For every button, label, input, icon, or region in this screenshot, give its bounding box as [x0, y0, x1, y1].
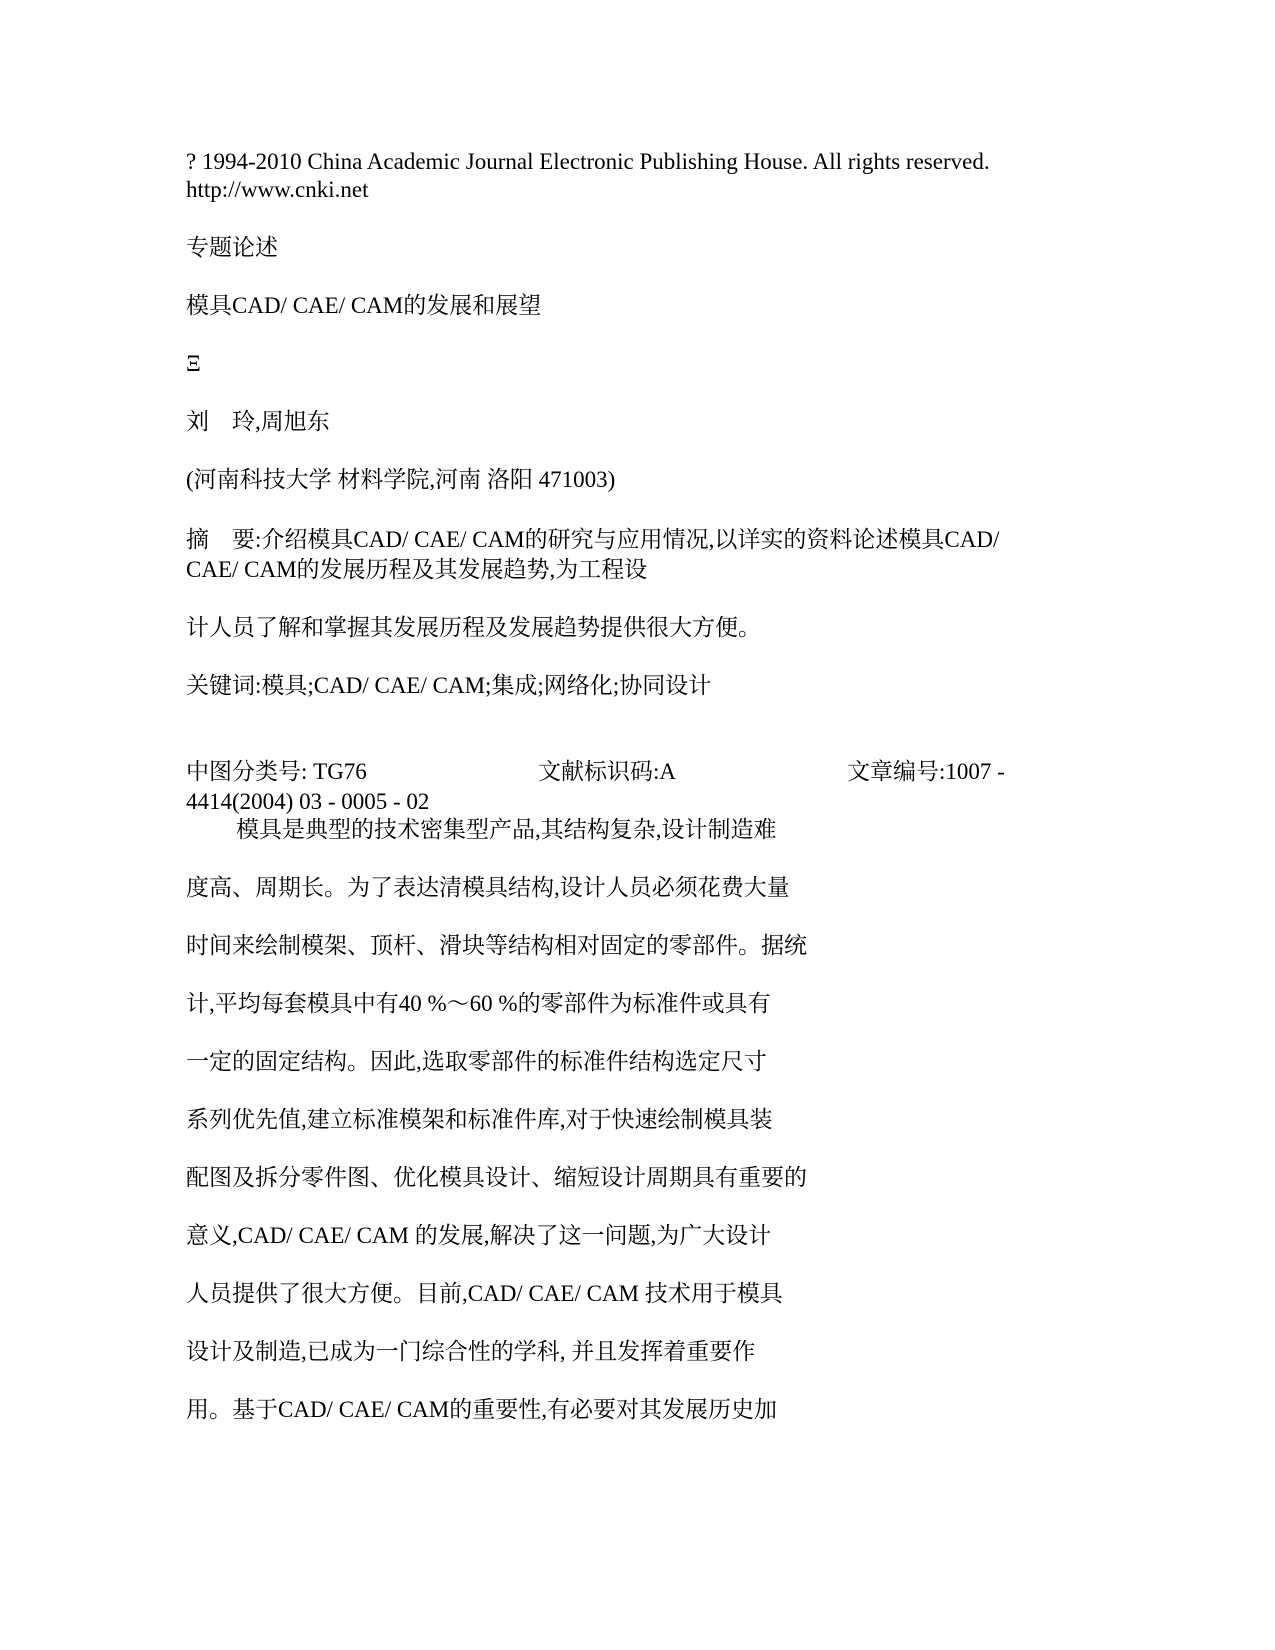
body-line: 配图及拆分零件图、优化模具设计、缩短设计周期具有重要的 — [186, 1165, 807, 1190]
keywords: 关键词:模具;CAD/ CAE/ CAM;集成;网络化;协同设计 — [186, 673, 712, 698]
body-line: 模具是典型的技术密集型产品,其结构复杂,设计制造难 — [236, 817, 777, 842]
footnote-mark: Ξ — [186, 351, 201, 376]
body-line: 系列优先值,建立标准模架和标准件库,对于快速绘制模具装 — [186, 1107, 773, 1132]
affiliation: (河南科技大学 材料学院,河南 洛阳 471003) — [186, 467, 616, 492]
document-code: 文献标识码:A — [538, 759, 676, 784]
body-line: 意义,CAD/ CAE/ CAM 的发展,解决了这一问题,为广大设计 — [186, 1223, 772, 1248]
body-line: 时间来绘制模架、顶杆、滑块等结构相对固定的零部件。据统 — [186, 933, 807, 958]
clc-number: 中图分类号: TG76 — [186, 759, 367, 784]
article-title: 模具CAD/ CAE/ CAM的发展和展望 — [186, 293, 542, 318]
copyright-notice: ? 1994-2010 China Academic Journal Electronic Publishing House. All rights reserved. — [186, 149, 990, 174]
source-url[interactable]: http://www.cnki.net — [186, 177, 369, 202]
body-line: 度高、周期长。为了表达清模具结构,设计人员必须花费大量 — [186, 875, 790, 900]
article-number-continued: 4414(2004) 03 - 0005 - 02 — [186, 789, 430, 814]
classification-row — [186, 757, 1066, 787]
abstract-line-3: 计人员了解和掌握其发展历程及发展趋势提供很大方便。 — [186, 615, 761, 640]
authors: 刘 玲,周旭东 — [186, 409, 330, 434]
abstract-line-1: 摘 要:介绍模具CAD/ CAE/ CAM的研究与应用情况,以详实的资料论述模具CAD/ — [186, 527, 1000, 552]
body-line: 用。基于CAD/ CAE/ CAM的重要性,有必要对其发展历史加 — [186, 1397, 777, 1422]
body-line: 一定的固定结构。因此,选取零部件的标准件结构选定尺寸 — [186, 1049, 767, 1074]
body-line: 人员提供了很大方便。目前,CAD/ CAE/ CAM 技术用于模具 — [186, 1281, 783, 1306]
section-label: 专题论述 — [186, 235, 278, 260]
abstract-line-2: CAE/ CAM的发展历程及其发展趋势,为工程设 — [186, 557, 648, 582]
article-number: 文章编号:1007 - — [847, 759, 1005, 784]
body-line: 计,平均每套模具中有40 %～60 %的零部件为标准件或具有 — [186, 991, 771, 1016]
body-line: 设计及制造,已成为一门综合性的学科, 并且发挥着重要作 — [186, 1339, 756, 1364]
